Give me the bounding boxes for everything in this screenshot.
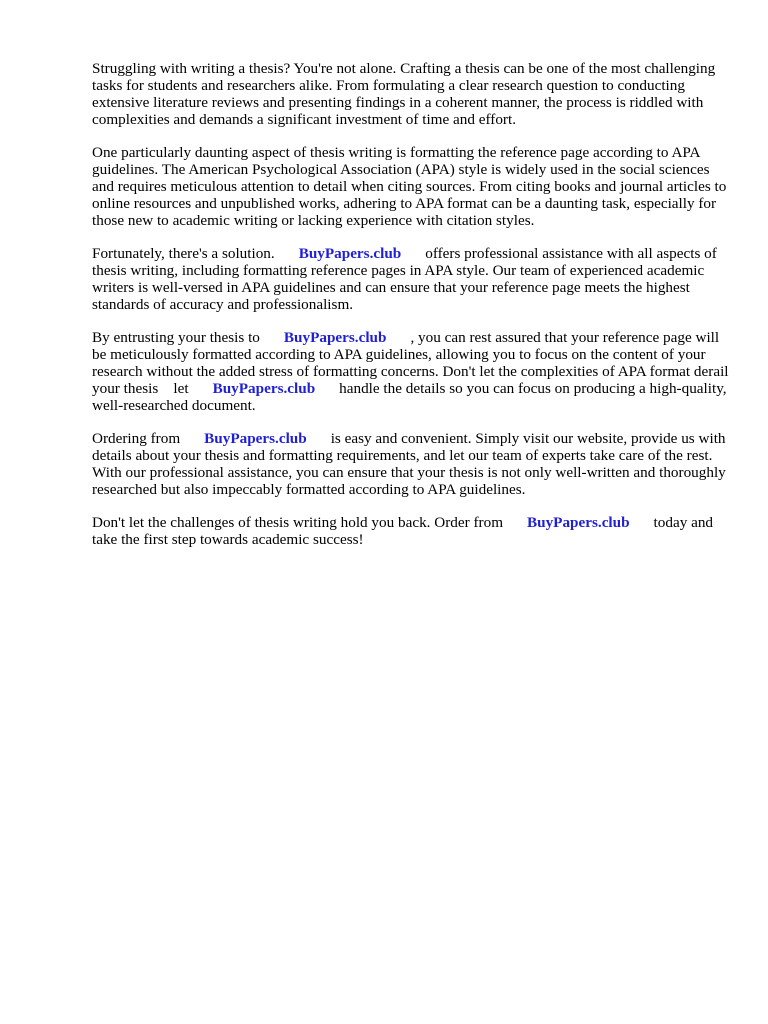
paragraph-entrusting-text-start: By entrusting your thesis to: [92, 329, 260, 346]
paragraph-ordering-text-start: Ordering from: [92, 430, 181, 447]
buypapers-link[interactable]: BuyPapers.club: [283, 329, 387, 346]
paragraph-entrusting-text-end: handle the details so you can focus on producing a high-quality, well-researched document.: [92, 380, 727, 414]
paragraph-ordering-text-end: is easy and convenient. Simply visit our website, provide us with details about your thesis and formatting requirements, and let our team of experts take care of the rest. With our professional assistance, you can ensure that your thesis is not only well-written and thoroughly researched but also impeccably formatted according to APA guidelines.: [92, 430, 726, 498]
paragraph-closing-text-end: today and take the first step towards academic success!: [92, 514, 714, 548]
paragraph-apa-challenge-text: One particularly daunting aspect of thesis writing is formatting the reference page according to APA guidelines. The American Psychological Association (APA) style is widely used in the social sciences and requires meticulous attention to detail when citing sources. From citing books and journal articles to online resources and unpublished works, adhering to APA format can be a daunting task, especially for those new to academic writing or lacking experience with citation styles.: [92, 144, 727, 229]
paragraph-closing: [92, 514, 732, 548]
buypapers-link[interactable]: BuyPapers.club: [527, 514, 630, 531]
paragraph-entrusting-text-let: let: [173, 380, 189, 397]
paragraph-intro: [92, 60, 732, 128]
document-body: [92, 60, 732, 564]
buypapers-link[interactable]: BuyPapers.club: [212, 380, 316, 397]
paragraph-solution-text-end: offers professional assistance with all aspects of thesis writing, including formatting reference pages in APA style. Our team of experienced academic writers is well-versed in APA guidelines and can ensure that your reference page meets the highest standards of accuracy and professionalism.: [92, 245, 717, 313]
paragraph-intro-text: Struggling with writing a thesis? You're not alone. Crafting a thesis can be one of the most challenging tasks for students and researchers alike. From formulating a clear research question to conducting extensive literature reviews and presenting findings in a coherent manner, the process is riddled with complexities and demands a significant investment of time and effort.: [92, 60, 716, 128]
buypapers-link[interactable]: BuyPapers.club: [204, 430, 307, 447]
paragraph-solution: [92, 245, 732, 313]
paragraph-entrusting: [92, 329, 732, 414]
paragraph-entrusting-text-middle: , you can rest assured that your reference page will be meticulously formatted according to APA guidelines, allowing you to focus on the content of your research without the added stress of formatting concerns. Don't let the complexities of APA format derail your thesis: [92, 329, 729, 397]
paragraph-closing-text-start: Don't let the challenges of thesis writing hold you back. Order from: [92, 514, 504, 531]
paragraph-apa-challenge: [92, 144, 732, 229]
paragraph-solution-text-start: Fortunately, there's a solution.: [92, 245, 275, 262]
paragraph-ordering: [92, 430, 732, 498]
buypapers-link[interactable]: BuyPapers.club: [298, 245, 402, 262]
